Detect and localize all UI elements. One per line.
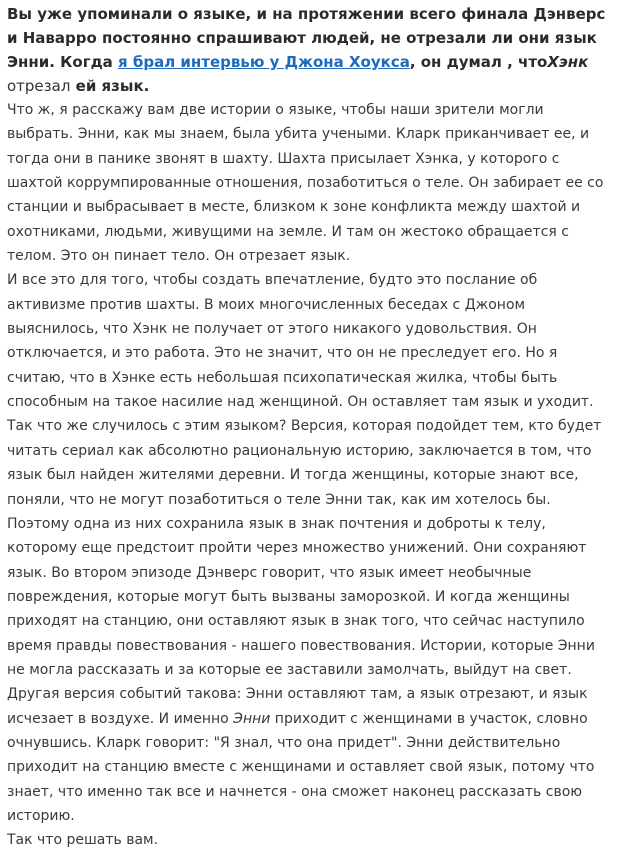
paragraph-3: Так что же случилось с этим языком? Версия, которая подойдет тем, кто будет читать сериал как абсолютно рациональную историю, заключается в том, что язык был найден жителями деревни. И тогда женщины, которые знают все, поняли, что не могут позаботиться о теле Энни так, как им хотелось бы. Поэтому одна из них сохранила язык в знак почтения и доброты к телу, которому еще предстоит пройти через множество унижений. Они сохраняют язык. Во втором эпизоде Дэнверс говорит, что язык имеет необычные повреждения, которые могут быть вызваны заморозкой. И когда женщины приходят на станцию, они оставляют язык в знак того, что сейчас наступило время правды повествования - нашего повествования. Истории, которые Энни не могла рассказать и за которые ее заставили замолчать, выйдут на свет. <box>7 418 602 678</box>
paragraph-4-italic-annie: Энни <box>233 710 271 727</box>
interview-link[interactable]: я брал интервью у Джона Хоукса <box>118 53 410 71</box>
paragraph-2: И все это для того, чтобы создать впечатление, будто это послание об активизме против шахты. В моих многочисленных беседах с Джоном выяснилось, что Хэнк не получает от этого никакого удовольствия. Он отключается, и это работа. Это не значит, что он не преследует его. Но я считаю, что в Хэнке есть небольшая психопатическая жилка, чтобы быть способным на такое насилие над женщиной. Он оставляет там язык и уходит. <box>7 272 594 411</box>
lead-text-middle: , он думал , что <box>409 53 548 71</box>
lead-text-end: ей язык. <box>70 77 150 95</box>
paragraph-4-end: приходит с женщинами в участок, словно очнувшись. Кларк говорит: "Я знал, что она придет". Энни действительно приходит на станцию вместе с женщинами и оставляет свой язык, потому что знает, что именно так все и начнется - она сможет наконец рассказать свою историю. <box>7 710 595 824</box>
lead-text-cut: отрезал <box>7 77 71 95</box>
lead-text-start: Вы уже упоминали о языке, и на протяжении всего финала Дэнверс и Наварро постоянно спрашивают людей, не отрезали ли они язык Энни. Когда <box>7 5 606 71</box>
paragraph-4-start: Другая версия событий такова: Энни оставляют там, а язык отрезают, и язык исчезает в воздухе. И именно <box>7 686 588 727</box>
lead-italic-hank: Хэнк <box>547 53 589 71</box>
paragraph-5: Так что решать вам. <box>7 832 159 849</box>
lead-paragraph <box>7 2 612 98</box>
paragraph-1: Что ж, я расскажу вам две истории о языке, чтобы наши зрители могли выбрать. Энни, как мы знаем, была убита учеными. Кларк приканчивает ее, и тогда они в панике звонят в шахту. Шахта присылает Хэнка, у которого с шахтой коррумпированные отношения, позаботиться о теле. Он забирает ее со станции и выбрасывает в месте, близком к зоне конфликта между шахтой и охотниками, людьми, живущими на земле. И там он жестоко обращается с телом. Это он пинает тело. Он отрезает язык. <box>7 102 604 265</box>
paragraph-4 <box>7 682 612 828</box>
